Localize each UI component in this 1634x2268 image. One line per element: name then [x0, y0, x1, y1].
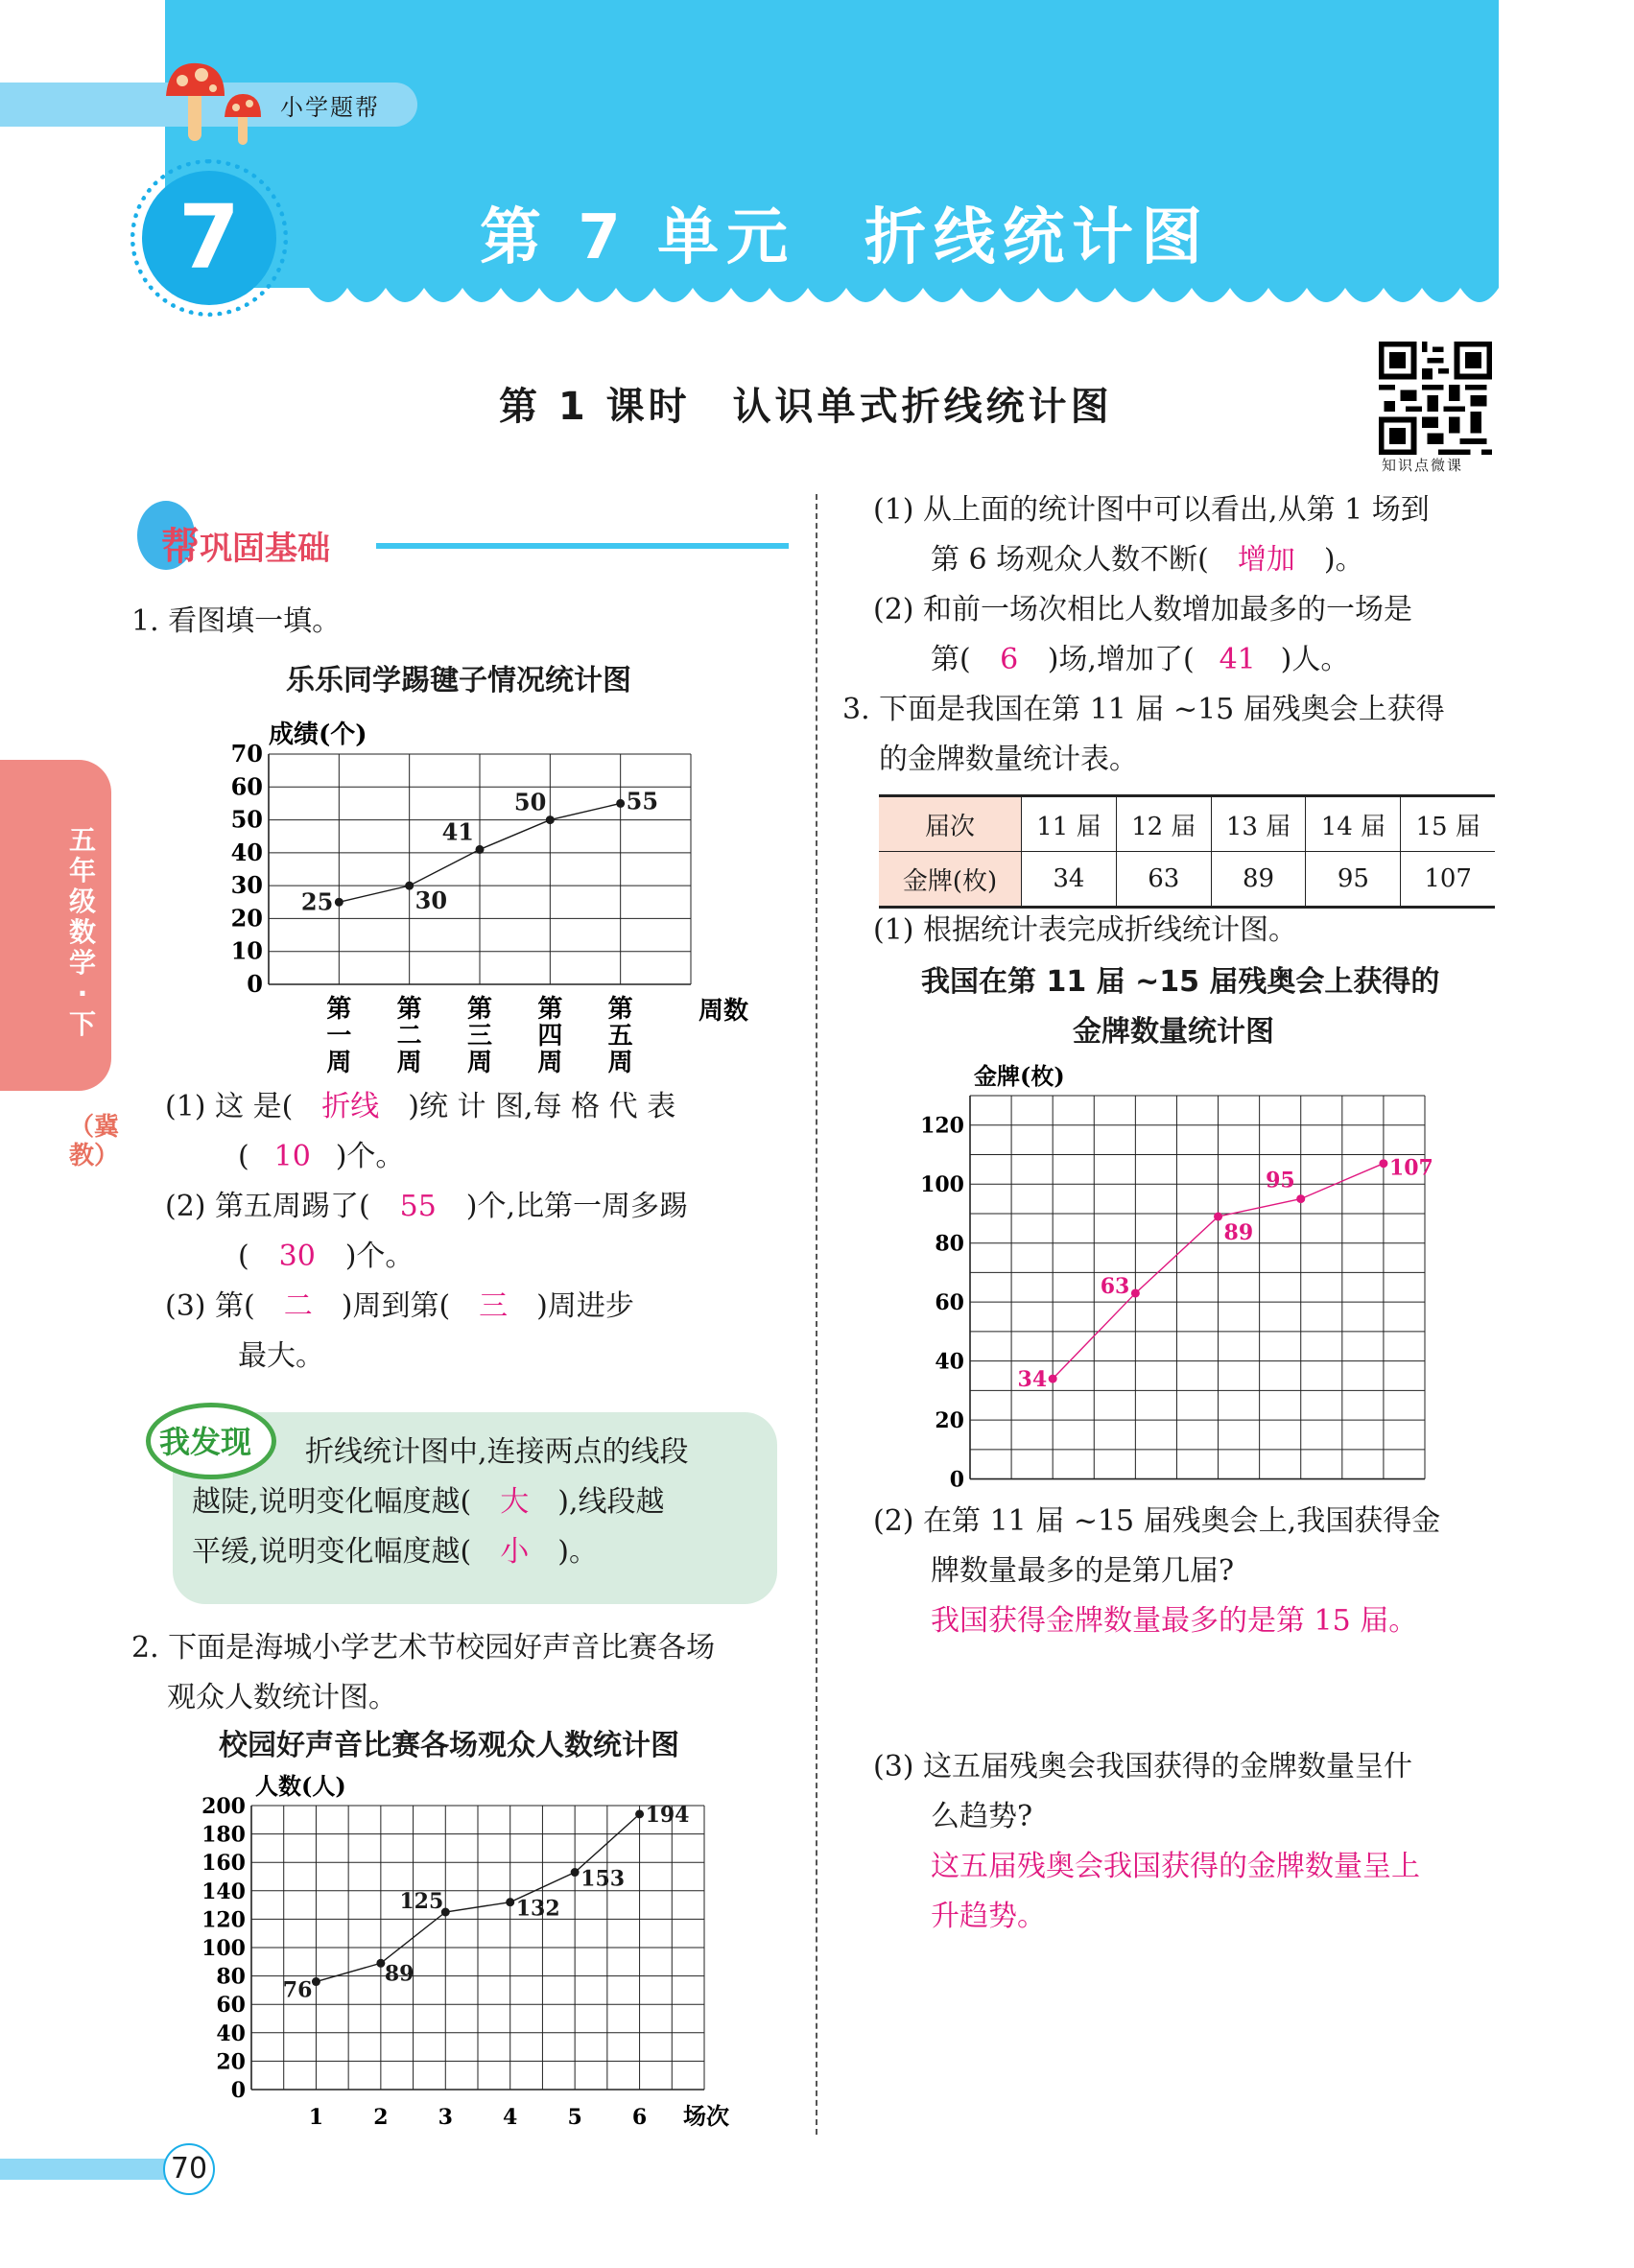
- table-cell: 95: [1306, 852, 1401, 908]
- q1-sub2-text: )个,比第一周多踢: [465, 1190, 688, 1223]
- q1-sub3-text: (3) 第(: [165, 1289, 255, 1323]
- data-label: 125: [399, 1889, 444, 1914]
- chart3-line-chart: [907, 1055, 1482, 1487]
- data-point: [405, 882, 414, 890]
- answer-blank[interactable]: 41: [1219, 643, 1256, 676]
- chart2-line-chart: [192, 1763, 748, 2147]
- y-tick-label: 140: [201, 1878, 246, 1904]
- q1-sub2-line1: [165, 1182, 688, 1232]
- y-tick-label: 20: [230, 904, 263, 933]
- table-cell: 14 届: [1306, 796, 1401, 852]
- data-point: [1379, 1159, 1387, 1168]
- q2-sub2-text: )人。: [1280, 643, 1350, 676]
- q2-sub1-line1: (1) 从上面的统计图中可以看出,从第 1 场到: [873, 493, 1430, 527]
- x-tick-label: 第: [607, 995, 633, 1024]
- x-tick-label: 第: [537, 995, 563, 1024]
- data-point: [476, 845, 485, 854]
- y-tick-label: 200: [201, 1794, 246, 1819]
- q3-prompt-line1: 3. 下面是我国在第 11 届 ~15 届残奥会上获得: [842, 693, 1445, 726]
- q2-sub2-text: )场,增加了(: [1047, 643, 1195, 676]
- y-tick-label: 180: [201, 1822, 246, 1848]
- chart3-title-line2: 金牌数量统计图: [1073, 1015, 1274, 1049]
- x-tick-label: 周: [326, 1049, 352, 1077]
- discovery-line3: [192, 1527, 598, 1577]
- x-tick-label: 2: [373, 2105, 389, 2130]
- x-tick-label: 第: [396, 995, 422, 1024]
- table-row: [879, 852, 1495, 908]
- data-point: [506, 1898, 514, 1906]
- answer-blank[interactable]: 10: [273, 1140, 311, 1173]
- q1-sub3-text: )周到第(: [341, 1289, 451, 1323]
- y-tick-label: 40: [230, 838, 263, 866]
- y-tick-label: 160: [201, 1851, 246, 1877]
- data-label: 50: [513, 788, 547, 816]
- q1-sub2-text: (2) 第五周踢了(: [165, 1190, 370, 1223]
- q3-sub3-line1: (3) 这五届残奥会我国获得的金牌数量呈什: [873, 1750, 1413, 1784]
- discovery-text: 平缓,说明变化幅度越(: [192, 1535, 472, 1569]
- x-tick-label: 周: [607, 1049, 633, 1077]
- y-tick-label: 120: [920, 1113, 964, 1139]
- table-row: [879, 796, 1495, 852]
- discovery-label: 我发现: [159, 1424, 252, 1460]
- q3-sub2-line2: 牌数量最多的是第几届?: [931, 1554, 1235, 1588]
- data-point: [1214, 1213, 1222, 1221]
- section-badge-char: 帮: [161, 525, 200, 569]
- column-divider: [816, 494, 817, 2135]
- q2-sub1-text: 第 6 场观众人数不断(: [931, 543, 1209, 577]
- table-cell: 15 届: [1401, 796, 1495, 852]
- data-label: 63: [1100, 1273, 1130, 1299]
- data-label: 107: [1388, 1155, 1433, 1181]
- data-point: [1049, 1375, 1057, 1383]
- y-tick-label: 50: [230, 805, 263, 834]
- q2-sub2-text: 第(: [931, 643, 971, 676]
- q2-sub2-line2: [931, 635, 1349, 685]
- y-tick-label: 100: [201, 1936, 246, 1961]
- data-label: 89: [1223, 1220, 1254, 1246]
- data-point: [635, 1809, 644, 1818]
- discovery-line2: [192, 1477, 665, 1527]
- x-tick-label: 第: [466, 995, 493, 1024]
- qr-code-icon[interactable]: [1378, 342, 1493, 455]
- table-header-cell: 届次: [879, 796, 1022, 852]
- x-tick-label: 周: [466, 1049, 493, 1077]
- data-point: [546, 815, 555, 824]
- q2-prompt-line2: 观众人数统计图。: [167, 1681, 397, 1714]
- x-tick-label: 周: [396, 1049, 422, 1077]
- unit-title: 第 7 单元 折线统计图: [480, 202, 1211, 273]
- page-number-strip: [0, 2159, 173, 2180]
- answer-blank[interactable]: 三: [479, 1289, 509, 1323]
- discovery-text: ),线段越: [557, 1485, 665, 1519]
- table-cell: 12 届: [1116, 796, 1211, 852]
- y-axis-label: 成绩(个): [269, 721, 367, 749]
- chart3-title-line1: 我国在第 11 届 ~15 届残奥会上获得的: [921, 965, 1440, 999]
- answer-blank[interactable]: 55: [399, 1190, 437, 1223]
- y-tick-label: 120: [201, 1907, 246, 1933]
- answer-blank[interactable]: 增加: [1237, 543, 1295, 577]
- y-tick-label: 60: [230, 772, 263, 801]
- edition-label: （冀教）: [69, 1113, 120, 1170]
- y-tick-label: 60: [935, 1290, 964, 1316]
- discovery-text: )。: [557, 1535, 598, 1569]
- table-cell: 107: [1401, 852, 1495, 908]
- y-tick-label: 80: [935, 1231, 964, 1257]
- medal-table: [879, 794, 1495, 909]
- data-label: 194: [645, 1802, 690, 1828]
- discovery-text: 越陡,说明变化幅度越(: [192, 1485, 472, 1519]
- data-point: [1131, 1288, 1140, 1297]
- q2-sub1-text: )。: [1323, 543, 1364, 577]
- lesson-title: 第 1 课时 认识单式折线统计图: [499, 385, 1113, 429]
- q2-prompt-line1: 2. 下面是海城小学艺术节校园好声音比赛各场: [131, 1631, 716, 1665]
- discovery-line1: 折线统计图中,连接两点的线段: [305, 1435, 689, 1469]
- answer-blank[interactable]: 大: [500, 1485, 530, 1519]
- x-tick-label: 三: [466, 1022, 493, 1051]
- q1-sub1-line1: [165, 1082, 675, 1132]
- x-tick-label: 5: [567, 2105, 582, 2130]
- x-tick-label: 二: [396, 1022, 422, 1051]
- q1-sub2-line2: [238, 1232, 414, 1282]
- q2-sub1-line2: [931, 535, 1364, 585]
- y-tick-label: 10: [230, 936, 263, 965]
- table-cell: 63: [1116, 852, 1211, 908]
- y-axis-label: 金牌(枚): [974, 1062, 1065, 1090]
- section-rule: [376, 543, 789, 549]
- data-point: [571, 1868, 580, 1877]
- data-point: [335, 898, 343, 907]
- x-tick-label: 周: [537, 1049, 563, 1077]
- qr-caption: 知识点微课: [1382, 457, 1464, 474]
- y-tick-label: 40: [216, 2020, 246, 2046]
- answer-blank[interactable]: 折线: [321, 1090, 380, 1123]
- unit-number-badge: 7: [142, 171, 276, 305]
- y-axis-label: 人数(人): [255, 1772, 346, 1800]
- y-tick-label: 80: [216, 1964, 246, 1990]
- section-title-text: 巩固基础: [200, 530, 330, 568]
- page-number: 70: [163, 2143, 215, 2195]
- chart2-title: 校园好声音比赛各场观众人数统计图: [219, 1729, 679, 1762]
- q3-sub3-answer-line1[interactable]: 这五届残奥会我国获得的金牌数量呈上: [931, 1850, 1420, 1883]
- data-label: 132: [515, 1896, 560, 1922]
- y-tick-label: 0: [247, 970, 263, 998]
- y-tick-label: 20: [216, 2049, 246, 2075]
- q3-sub3-line2: 么趋势?: [931, 1800, 1033, 1833]
- q3-sub2-line1: (2) 在第 11 届 ~15 届残奥会上,我国获得金: [873, 1504, 1441, 1538]
- data-label: 34: [1017, 1367, 1048, 1393]
- answer-blank[interactable]: 6: [1000, 643, 1019, 676]
- data-point: [616, 799, 625, 808]
- y-tick-label: 0: [949, 1467, 964, 1487]
- data-label: 89: [384, 1961, 414, 1987]
- q1-prompt: 1. 看图填一填。: [131, 604, 342, 638]
- x-tick-label: 1: [308, 2105, 324, 2130]
- q1-sub3-line2: 最大。: [238, 1339, 324, 1373]
- answer-blank[interactable]: 小: [500, 1535, 530, 1569]
- q1-sub1-text: (1) 这 是(: [165, 1090, 294, 1123]
- table-cell: 34: [1022, 852, 1117, 908]
- chart1-line-chart: [211, 708, 748, 1082]
- q1-sub2-text: (: [238, 1240, 249, 1273]
- x-tick-label: 4: [503, 2105, 518, 2130]
- q3-sub1: (1) 根据统计表完成折线统计图。: [873, 913, 1298, 947]
- data-point: [312, 1977, 320, 1986]
- q2-sub2-line1: (2) 和前一场次相比人数增加最多的一场是: [873, 593, 1413, 626]
- mushroom-icon: [161, 59, 276, 151]
- q1-sub1-line2: [238, 1132, 404, 1182]
- data-label: 95: [1266, 1168, 1295, 1193]
- q1-sub1-text: )统 计 图,每 格 代 表: [408, 1090, 676, 1123]
- x-tick-label: 五: [607, 1022, 633, 1051]
- grade-label: 五年级数学·下: [68, 824, 96, 1040]
- q3-sub2-answer[interactable]: 我国获得金牌数量最多的是第 15 届。: [931, 1604, 1418, 1638]
- q1-sub1-text: )个。: [335, 1140, 405, 1173]
- x-tick-label: 一: [326, 1022, 352, 1051]
- x-axis-label: 周数: [699, 997, 748, 1026]
- y-tick-label: 70: [230, 740, 263, 768]
- x-axis-label: 场次: [683, 2102, 729, 2130]
- x-tick-label: 3: [438, 2105, 453, 2130]
- x-tick-label: 四: [537, 1022, 563, 1051]
- answer-blank[interactable]: 30: [278, 1240, 316, 1273]
- brand-name: 小学题帮: [280, 94, 380, 121]
- table-header-cell: 金牌(枚): [879, 852, 1022, 908]
- x-tick-label: 6: [631, 2105, 648, 2130]
- table-cell: 13 届: [1211, 796, 1306, 852]
- y-tick-label: 60: [216, 1993, 246, 2019]
- q3-prompt-line2: 的金牌数量统计表。: [879, 743, 1138, 776]
- data-label: 25: [300, 887, 334, 916]
- y-tick-label: 30: [230, 871, 263, 900]
- q1-sub2-text: )个。: [344, 1240, 414, 1273]
- data-point: [1296, 1194, 1305, 1203]
- q1-sub1-text: (: [238, 1140, 249, 1173]
- data-label: 55: [626, 787, 659, 815]
- data-label: 41: [441, 817, 474, 846]
- section-title: [161, 516, 330, 571]
- table-cell: 89: [1211, 852, 1306, 908]
- data-label: 30: [414, 886, 448, 915]
- y-tick-label: 100: [920, 1172, 964, 1198]
- q1-sub3-text: )周进步: [536, 1289, 634, 1323]
- y-tick-label: 40: [935, 1349, 964, 1375]
- data-label: 153: [580, 1866, 626, 1892]
- table-cell: 11 届: [1022, 796, 1117, 852]
- answer-blank[interactable]: 二: [283, 1289, 313, 1323]
- x-tick-label: 第: [326, 995, 352, 1024]
- data-label: 76: [282, 1977, 313, 2003]
- q3-sub3-answer-line2[interactable]: 升趋势。: [931, 1900, 1046, 1933]
- chart1-title: 乐乐同学踢毽子情况统计图: [286, 664, 631, 697]
- y-tick-label: 0: [230, 2078, 246, 2103]
- y-tick-label: 20: [935, 1408, 964, 1434]
- q1-sub3-line1: [165, 1282, 634, 1332]
